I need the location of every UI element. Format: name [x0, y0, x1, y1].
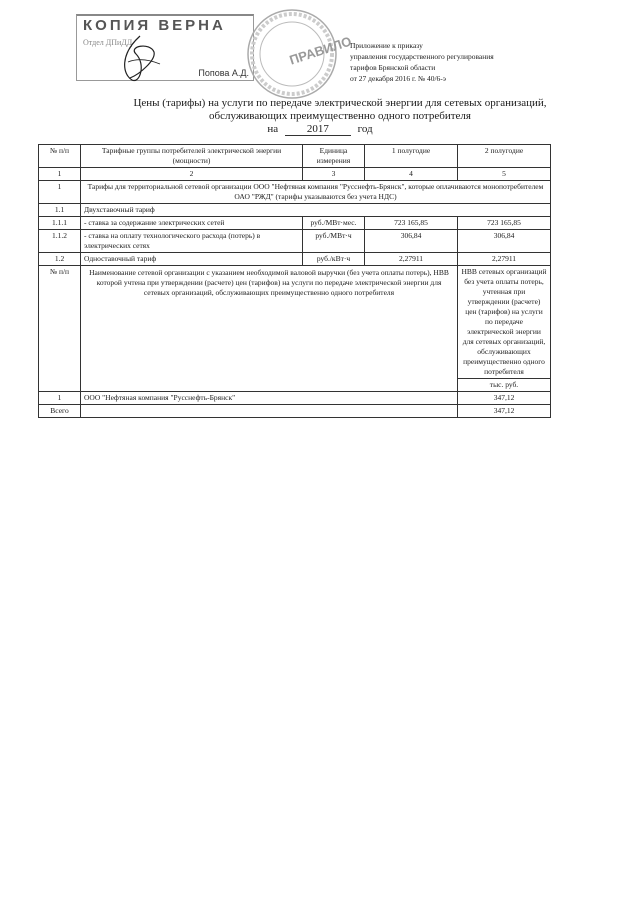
row-num: 1.1.2 — [39, 230, 81, 253]
two-part-tariff-row — [39, 204, 551, 217]
header-groups: Тарифные группы потребителей электрической энергии (мощности) — [81, 145, 303, 168]
nvv-num-header: № п/п — [39, 266, 81, 392]
total-label: Всего — [39, 405, 81, 418]
year-prefix: на — [267, 123, 279, 135]
row-label: - ставка на оплату технологического расхода (потерь) в электрических сетях — [81, 230, 303, 253]
nvv-name-header: Наименование сетевой организации с указанием необходимой валовой выручки (без учета оплаты потерь), НВВ которой учтена при утверждении (расчете) цен (тарифов) на услуги по передаче электрической энергии для сетевых организаций, обслуживающих преимущественно одного потребителя — [81, 266, 458, 392]
header-half1: 1 полугодие — [365, 145, 458, 168]
year-value: 2017 — [285, 123, 351, 136]
seal-text: ПРАВИЛО — [287, 33, 354, 68]
organization-row — [39, 181, 551, 204]
stamp-org: Отдел ДПиДД — [83, 38, 133, 47]
row-unit: руб./МВт·ч — [303, 230, 365, 253]
col-number: 4 — [365, 168, 458, 181]
appendix-line: от 27 декабря 2016 г. № 40/6-э — [350, 74, 447, 83]
total-row — [39, 405, 551, 418]
stamp-title: КОПИЯ ВЕРНА — [83, 17, 226, 34]
row-num: 1.1.1 — [39, 217, 81, 230]
total-spacer — [81, 405, 458, 418]
nvv-unit: тыс. руб. — [458, 379, 551, 392]
nvv-data-row — [39, 392, 551, 405]
column-numbers-row — [39, 168, 551, 181]
row-unit: руб./МВт·мес. — [303, 217, 365, 230]
row-label: Одноставочный тариф — [81, 253, 303, 266]
col-number: 3 — [303, 168, 365, 181]
table-row — [39, 253, 551, 266]
row-half2: 723 165,85 — [458, 217, 551, 230]
year-line — [0, 123, 640, 136]
signature-icon — [110, 34, 170, 84]
row-label: - ставка за содержание электрических сетей — [81, 217, 303, 230]
row-half2: 2,27911 — [458, 253, 551, 266]
table-row — [39, 217, 551, 230]
nvv-row-num: 1 — [39, 392, 81, 405]
header-half2: 2 полугодие — [458, 145, 551, 168]
col-number: 1 — [39, 168, 81, 181]
nvv-value-header: НВВ сетевых организаций без учета оплаты потерь, учтенная при утверждении (расчете) цен (тарифов) на услуги по передаче электрической энергии для сетевых организаций, обслуживающих преимущественно одного потребителя — [458, 266, 551, 379]
total-value: 347,12 — [458, 405, 551, 418]
row-num: 1.1 — [39, 204, 81, 217]
col-number: 2 — [81, 168, 303, 181]
org-num: 1 — [39, 181, 81, 204]
row-label: Двухставочный тариф — [81, 204, 551, 217]
row-unit: руб./кВт·ч — [303, 253, 365, 266]
nvv-header-row — [39, 266, 551, 379]
appendix-line: управления государственного регулирования — [350, 52, 494, 61]
header-unit: Единица измерения — [303, 145, 365, 168]
row-half2: 306,84 — [458, 230, 551, 253]
org-description: Тарифы для территориальной сетевой организации ООО "Нефтяная компания "Русснефть-Брянск", которые оплачиваются монопотребителем ОАО "РЖД" (тарифы указываются без учета НДС) — [81, 181, 551, 204]
document-title — [40, 97, 640, 123]
stamp-person: Попова А.Д. — [198, 68, 249, 78]
round-seal-icon — [244, 6, 354, 102]
table-header-row — [39, 145, 551, 168]
nvv-row-value: 347,12 — [458, 392, 551, 405]
appendix-line: тарифов Брянской области — [350, 63, 436, 72]
row-half1: 2,27911 — [365, 253, 458, 266]
row-num: 1.2 — [39, 253, 81, 266]
row-half1: 723 165,85 — [365, 217, 458, 230]
title-line: Цены (тарифы) на услуги по передаче электрической энергии для сетевых организаций, — [133, 97, 547, 109]
appendix-line: Приложение к приказу — [350, 41, 423, 50]
tariff-table — [38, 144, 551, 418]
row-half1: 306,84 — [365, 230, 458, 253]
header-num: № п/п — [39, 145, 81, 168]
title-line: обслуживающих преимущественно одного потребителя — [209, 110, 471, 122]
col-number: 5 — [458, 168, 551, 181]
year-suffix: год — [357, 123, 373, 135]
nvv-row-name: ООО "Нефтяная компания "Русснефть-Брянск" — [81, 392, 458, 405]
appendix-header — [350, 40, 494, 84]
table-row — [39, 230, 551, 253]
